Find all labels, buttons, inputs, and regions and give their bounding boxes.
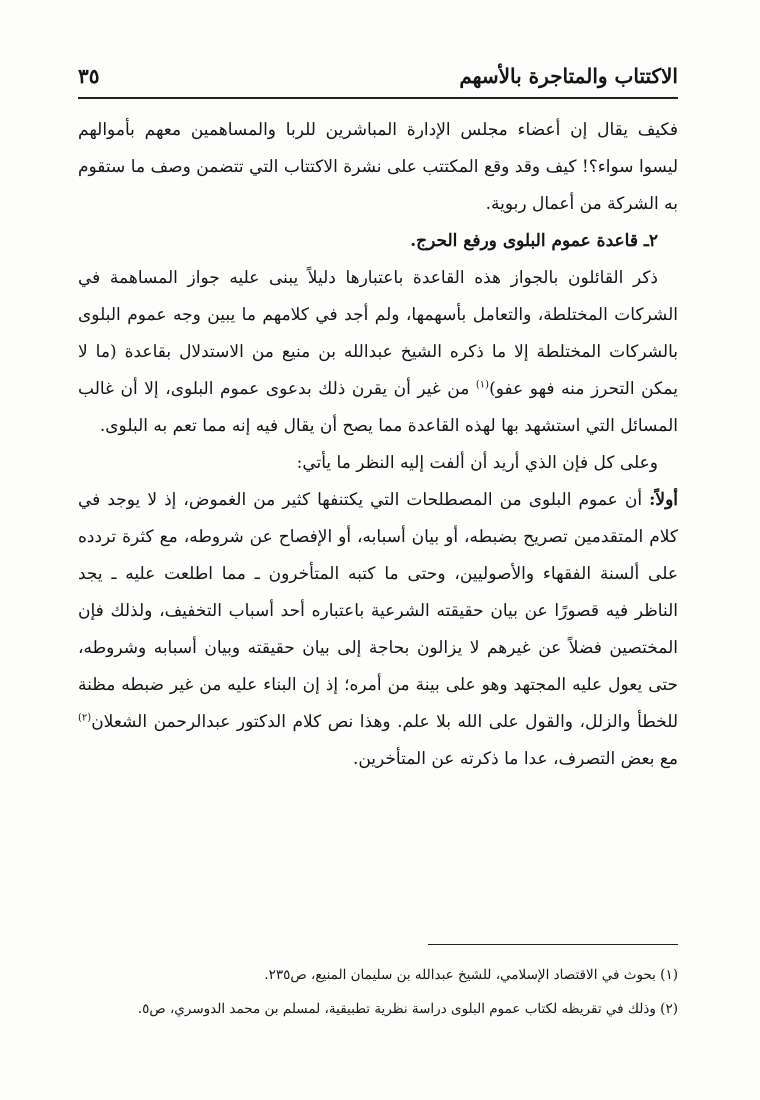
paragraph-4-text-b: مع بعض التصرف، عدا ما ذكرته عن المتأخرين. xyxy=(352,749,678,769)
footnote-1: (١) بحوث في الاقتصاد الإسلامي، للشيخ عبدالله بن سليمان المنيع، ص٢٣٥. xyxy=(264,967,678,983)
paragraph-2 xyxy=(78,260,678,445)
footnote-2: (٢) وذلك في تقريظه لكتاب عموم البلوى دراسة نظرية تطبيقية، لمسلم بن محمد الدوسري، ص٥. xyxy=(137,1001,678,1017)
main-text xyxy=(78,112,678,778)
paragraph-3: وعلى كل فإن الذي أريد أن ألفت إليه النظر ما يأتي: xyxy=(296,453,658,473)
page-number: ٣٥ xyxy=(78,64,100,88)
paragraph-4-text-a: أن عموم البلوى من المصطلحات التي يكتنفها كثير من الغموض، إذ لا يوجد في كلام المتقدمين تصريح بضبطه، أو بيان أسبابه، أو الإفصاح عن شروطه، مع كثرة تردده على ألسنة الفقهاء والأصوليين، وحتى ما كتبه المتأخرون ـ مما اطلعت عليه ـ يجد الناظر فيه قصورًا عن بيان حقيقته الشرعية باعتباره أحد أسباب التخفيف، ولذلك فإن المختصين فضلاً عن غيرهم لا يزالون بحاجة إلى بيان حقيقته وبيان أسبابه وشروطه، حتى يعول عليه المجتهد وهو على بينة من أمره؛ إذ إن البناء عليه من غير ضبطه مظنة للخطأ والزلل، والقول على الله بلا علم. وهذا نص كلام الدكتور عبدالرحمن الشعلان xyxy=(78,490,678,732)
footnote-ref-1[interactable]: (١) xyxy=(475,379,490,391)
paragraph-2-text-a: ذكر القائلون بالجواز هذه القاعدة باعتبارها دليلاً يبنى عليه جواز المساهمة في الشركات المختلطة، والتعامل بأسهمها، ولم أجد في كلامهم ما يبين وجه عموم البلوى بالشركات المختلطة إلا ما ذكره الشيخ عبدالله بن منيع من الاستدلال بقاعدة (ما لا يمكن التحرز منه فهو عفو) xyxy=(78,268,678,399)
paragraph-1: فكيف يقال إن أعضاء مجلس الإدارة المباشرين للربا والمساهمين معهم بأموالهم ليسوا سواء؟! كيف وقد وقع المكتتب على نشرة الاكتتاب التي تتضمن وصف ما ستقوم به الشركة من أعمال ربوية. xyxy=(78,120,678,214)
footnotes xyxy=(78,958,678,1026)
paragraph-4 xyxy=(78,482,678,778)
header-rule xyxy=(78,97,678,99)
paragraph-2-text-b: من غير أن يقرن ذلك بدعوى عموم البلوى، إلا أن غالب المسائل التي استشهد بها لهذه القاعدة مما يصح أن يقال فيه إنه مما تعم به البلوى. xyxy=(78,379,678,436)
section-heading: ٢ـ قاعدة عموم البلوى ورفع الحرج. xyxy=(410,231,658,251)
footnote-ref-2[interactable]: (٢) xyxy=(78,712,92,724)
footnote-separator xyxy=(428,944,678,945)
point-label-first: أولاً: xyxy=(649,490,678,510)
page-header xyxy=(78,62,678,96)
running-title: الاكتتاب والمتاجرة بالأسهم xyxy=(459,64,678,88)
